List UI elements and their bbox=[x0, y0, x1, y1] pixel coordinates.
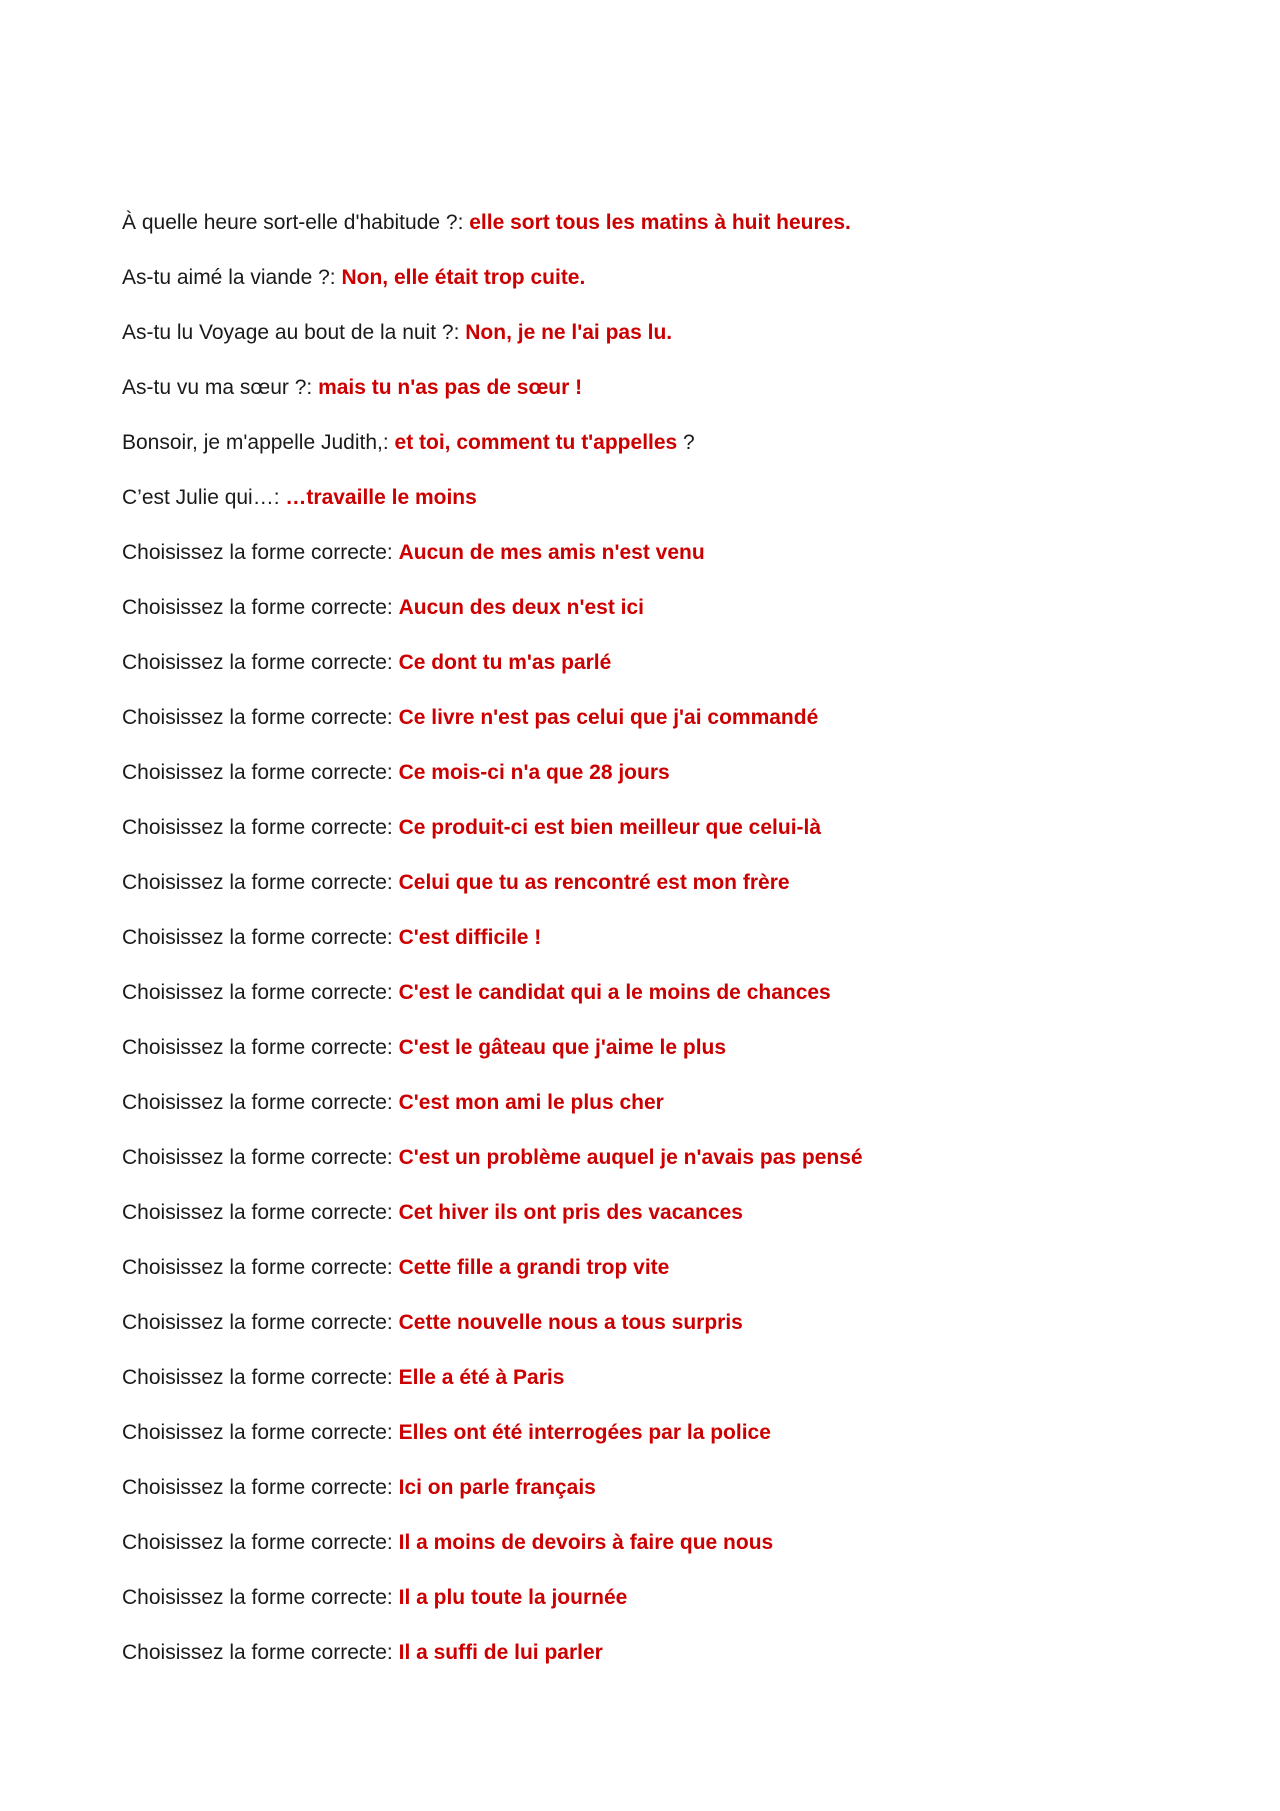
question-text: As-tu vu ma sœur ?: bbox=[122, 376, 313, 399]
qa-item bbox=[122, 975, 1222, 1030]
question-text: Choisissez la forme correcte: bbox=[122, 1036, 393, 1059]
answer-text: Ce produit-ci est bien meilleur que celui-là bbox=[398, 816, 822, 839]
answer-text: Elles ont été interrogées par la police bbox=[398, 1421, 771, 1444]
question-text: Choisissez la forme correcte: bbox=[122, 981, 393, 1004]
qa-item bbox=[122, 1580, 1222, 1635]
qa-item bbox=[122, 370, 1222, 425]
qa-item bbox=[122, 1195, 1222, 1250]
qa-item bbox=[122, 810, 1222, 865]
answer-text: Ce mois-ci n'a que 28 jours bbox=[398, 761, 670, 784]
question-text: Choisissez la forme correcte: bbox=[122, 1476, 393, 1499]
question-text: Choisissez la forme correcte: bbox=[122, 1146, 393, 1169]
answer-text: Cet hiver ils ont pris des vacances bbox=[398, 1201, 743, 1224]
question-text: Choisissez la forme correcte: bbox=[122, 1091, 393, 1114]
qa-item bbox=[122, 1415, 1222, 1470]
question-text: Bonsoir, je m'appelle Judith,: bbox=[122, 431, 389, 454]
question-text: Choisissez la forme correcte: bbox=[122, 541, 393, 564]
question-text: Choisissez la forme correcte: bbox=[122, 596, 393, 619]
qa-item bbox=[122, 1635, 1222, 1690]
answer-text: Elle a été à Paris bbox=[398, 1366, 565, 1389]
question-text: Choisissez la forme correcte: bbox=[122, 1311, 393, 1334]
answer-text: Il a plu toute la journée bbox=[398, 1586, 628, 1609]
answer-text: Celui que tu as rencontré est mon frère bbox=[398, 871, 790, 894]
qa-item bbox=[122, 645, 1222, 700]
question-text: À quelle heure sort-elle d'habitude ?: bbox=[122, 211, 464, 234]
qa-item bbox=[122, 1140, 1222, 1195]
question-text: C’est Julie qui…: bbox=[122, 486, 280, 509]
question-text: Choisissez la forme correcte: bbox=[122, 1366, 393, 1389]
answer-text: Non, je ne l'ai pas lu. bbox=[465, 321, 673, 344]
question-text: Choisissez la forme correcte: bbox=[122, 706, 393, 729]
answer-text: C'est le gâteau que j'aime le plus bbox=[398, 1036, 727, 1059]
question-text: Choisissez la forme correcte: bbox=[122, 1641, 393, 1664]
qa-item bbox=[122, 480, 1222, 535]
answer-text: mais tu n'as pas de sœur ! bbox=[318, 376, 583, 399]
answer-text: C'est difficile ! bbox=[398, 926, 542, 949]
qa-item bbox=[122, 1470, 1222, 1525]
question-text: Choisissez la forme correcte: bbox=[122, 1586, 393, 1609]
qa-item bbox=[122, 260, 1222, 315]
answer-text: elle sort tous les matins à huit heures. bbox=[469, 211, 851, 234]
qa-item bbox=[122, 1305, 1222, 1360]
qa-item bbox=[122, 1250, 1222, 1305]
question-text: Choisissez la forme correcte: bbox=[122, 926, 393, 949]
qa-item bbox=[122, 535, 1222, 590]
answer-text: Aucun des deux n'est ici bbox=[398, 596, 644, 619]
question-text: Choisissez la forme correcte: bbox=[122, 1531, 393, 1554]
answer-text: Ce dont tu m'as parlé bbox=[398, 651, 612, 674]
answer-text: Cette fille a grandi trop vite bbox=[398, 1256, 670, 1279]
question-text: Choisissez la forme correcte: bbox=[122, 761, 393, 784]
question-text: As-tu lu Voyage au bout de la nuit ?: bbox=[122, 321, 460, 344]
answer-text: Cette nouvelle nous a tous surpris bbox=[398, 1311, 743, 1334]
answer-text: Non, elle était trop cuite. bbox=[341, 266, 586, 289]
question-text: Choisissez la forme correcte: bbox=[122, 871, 393, 894]
answer-text: Il a moins de devoirs à faire que nous bbox=[398, 1531, 774, 1554]
question-text: As-tu aimé la viande ?: bbox=[122, 266, 336, 289]
qa-list bbox=[122, 205, 1222, 1690]
answer-tail-text: ? bbox=[677, 431, 695, 454]
qa-item bbox=[122, 590, 1222, 645]
answer-text: Ce livre n'est pas celui que j'ai commandé bbox=[398, 706, 819, 729]
question-text: Choisissez la forme correcte: bbox=[122, 1201, 393, 1224]
qa-item bbox=[122, 1360, 1222, 1415]
question-text: Choisissez la forme correcte: bbox=[122, 651, 393, 674]
answer-text: C'est mon ami le plus cher bbox=[398, 1091, 664, 1114]
qa-item bbox=[122, 1030, 1222, 1085]
qa-item bbox=[122, 1085, 1222, 1140]
question-text: Choisissez la forme correcte: bbox=[122, 1256, 393, 1279]
answer-text: C'est un problème auquel je n'avais pas pensé bbox=[398, 1146, 863, 1169]
answer-text: Ici on parle français bbox=[398, 1476, 596, 1499]
qa-item bbox=[122, 425, 1222, 480]
qa-item bbox=[122, 315, 1222, 370]
qa-item bbox=[122, 755, 1222, 810]
qa-item bbox=[122, 205, 1222, 260]
answer-text: …travaille le moins bbox=[285, 486, 477, 509]
answer-text: et toi, comment tu t'appelles bbox=[394, 431, 678, 454]
qa-item bbox=[122, 920, 1222, 975]
qa-item bbox=[122, 865, 1222, 920]
question-text: Choisissez la forme correcte: bbox=[122, 1421, 393, 1444]
question-text: Choisissez la forme correcte: bbox=[122, 816, 393, 839]
qa-item bbox=[122, 1525, 1222, 1580]
answer-text: Aucun de mes amis n'est venu bbox=[398, 541, 705, 564]
answer-text: C'est le candidat qui a le moins de chances bbox=[398, 981, 831, 1004]
answer-text: Il a suffi de lui parler bbox=[398, 1641, 603, 1664]
qa-item bbox=[122, 700, 1222, 755]
